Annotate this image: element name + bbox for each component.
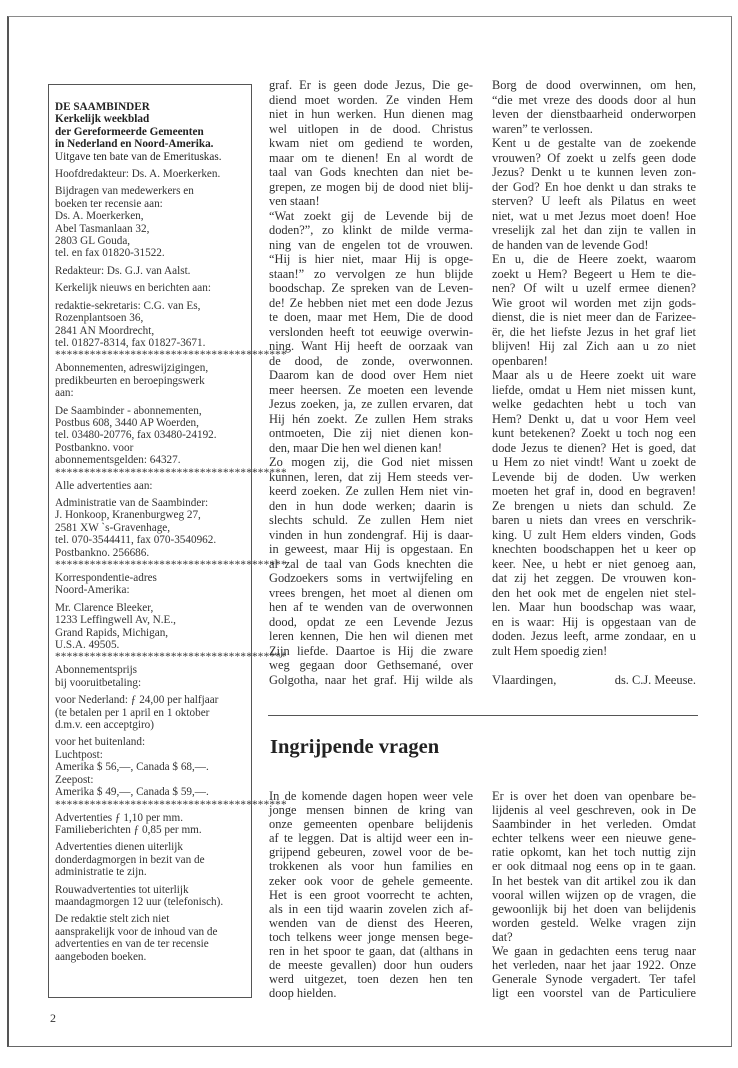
text-line: moeten het graf in, dood en begraven! [492,484,696,498]
text-line: blijven! Hij zal Zich aan u zo niet [492,339,696,353]
text-line: Daarom kan de dood over Hem niet [269,368,473,382]
colophon-line: De Saambinder - abonnementen, [55,404,202,417]
article2-column-middle [269,789,473,1000]
text-line: er ook ditmaal nog eens op in te gaan. [492,859,696,874]
text-line: trokkenen als voor hun families en [269,859,473,874]
text-line: lijdenis al veel geschreven, ook in De [492,803,696,818]
colophon-line: maandagmorgen 12 uur (telefonisch). [55,895,224,908]
text-line: Maar als u de Heere zoekt uit ware [492,368,696,382]
colophon-block [55,841,251,878]
signature-author: ds. C.J. Meeuse. [614,672,696,687]
colophon-line: Amerika $ 49,—, Canada $ 59,—. [55,786,209,799]
colophon-line: tel. en fax 01820-31522. [55,247,165,260]
text-line: wel uitlopen in de dood. Christus [269,121,473,136]
text-line: dat? [492,929,513,944]
separator-stars: **************************************** [55,798,287,811]
colophon-line: advertenties en van de ter recensie [55,938,209,951]
colophon-block [55,480,251,492]
text-line: waren” te verlossen. [492,121,593,136]
text-line: Er is over het doen van openbare be- [492,789,696,803]
text-line: ontmoeten, Die zij niet dienen kon- [269,426,473,440]
text-line: keerd zoeken. Ze zullen Hem niet vin- [269,484,473,498]
text-line: ligt een voorstel van de Particuliere [492,986,696,1001]
article1-column-middle [269,78,473,687]
text-line: verslonden heeft tot eeuwige overwin- [269,324,473,339]
colophon-line: Abonnementsprijs [55,664,138,677]
text-line: de meeste gevallen) door hun ouders [269,958,473,973]
text-line: king. U zult Hem elders vinden, Gods [492,527,696,542]
paragraph [269,78,473,209]
text-line: boodschap. Ze spreken van de Leven- [269,281,473,295]
text-line: te doen, maar met Hem, Die de dood [269,310,473,324]
colophon-line: Rouwadvertenties tot uiterlijk [55,883,189,896]
text-line: ning van de engelen tot de vrouwen. [269,237,473,252]
text-line: den het ook met de engelen niet stel- [492,585,696,600]
paragraph [492,368,696,658]
text-line: “Hij is hier niet, maar Hij is opge- [269,252,473,266]
colophon-line: 2581 XW `s-Gravenhage, [55,521,171,534]
colophon-line: Zeepost: [55,773,94,786]
text-line: en is waar: Hij is opgestaan van de [492,614,696,629]
colophon-block [55,101,251,163]
colophon-line: tel. 01827-8314, fax 01827-3671. [55,336,206,349]
colophon-line: J. Honkoop, Kranenburgweg 27, [55,509,201,522]
text-line: u Hem zo niet vindt! Want u zoekt de [492,455,696,469]
text-line: echter telkens weer een nieuwe gene- [492,831,696,846]
colophon-block [55,168,251,180]
text-line: Het is een groot voorrecht te achten, [269,887,473,902]
text-line: kunt betekenen? Zoekt u toch nog een [492,426,696,440]
text-line: Borg de dood overwinnen, om hen, [492,78,696,92]
article-title: Ingrijpende vragen [270,736,440,758]
colophon-line: tel. 03480-20776, fax 03480-24192. [55,429,217,442]
text-line: dienst, die is niet meer dan de Farizee- [492,310,696,324]
text-line: in geweest, maar Hij is opgestaan. En [269,542,473,556]
colophon-block [55,812,251,837]
text-line: graf. Er is geen dode Jezus, Die ge- [269,78,473,92]
text-line: wenden van de dienst des Heeren, [269,915,473,930]
text-line: zeker ook voor de gehele gemeente. [269,873,473,888]
colophon-line: donderdagmorgen in bezit van de [55,853,205,866]
text-line: sterven? U leeft als Pilatus en weet [492,194,696,208]
text-line: Saambinder in het verleden. Omdat [492,817,696,832]
text-line: doop hielden. [269,986,337,1001]
colophon-line: DE SAAMBINDER [55,101,150,113]
text-line: de dood, de zonde, overwonnen. [269,353,473,368]
text-line: vrouwen? Of zoekt u zelfs geen dode [492,150,696,165]
colophon-line: Advertenties ƒ 1,10 per mm. [55,811,184,824]
colophon-line: Administratie van de Saambinder: [55,496,209,509]
text-line: nen? Of wilt u uzelf ermee dienen? [492,281,696,295]
colophon-block [55,736,251,798]
colophon-block [55,185,251,259]
text-line: vreselijk zal het dan zijn te vallen in [492,223,696,237]
colophon-line: administratie te zijn. [55,866,147,879]
text-line: hen af te wenden van de overwonnen [269,600,473,614]
colophon-line: 2803 GL Gouda, [55,235,131,248]
text-line: grijpend gebeuren, zowel voor de be- [269,845,473,860]
colophon-line: Familieberichten ƒ 0,85 per mm. [55,823,202,836]
text-line: niet, wat u met Jezus moet doen! Hoe [492,208,696,223]
text-line: dat zij het zeggen. De vrouwen kon- [492,571,696,585]
text-line: vrees brengen, het moet al dienen om [269,585,473,600]
colophon-line: voor Nederland: ƒ 24,00 per halfjaar [55,694,219,707]
colophon-line: bij vooruitbetaling: [55,676,142,689]
article-divider [268,715,698,716]
colophon-box [48,84,287,998]
text-line: de! Ze hebben niet met een dode Jezus [269,295,473,310]
colophon-line: voor het buitenland: [55,736,146,749]
text-line: dode Jezus te dienen? Het is goed, dat [492,440,696,455]
text-line: taal van Gods knechten dan niet be- [269,165,473,179]
text-line: der God? En hoe denkt u dan straks te [492,179,696,194]
colophon-block [55,694,251,731]
text-line: jonge mensen binnen de kring van [269,803,473,818]
colophon-line: 1233 Leffingwell Av, N.E., [55,614,176,627]
colophon-line: Mr. Clarence Bleeker, [55,601,154,614]
colophon-line: redaktie-sekretaris: C.G. van Es, [55,299,201,312]
colophon-line: Redakteur: Ds. G.J. van Aalst. [55,264,191,277]
colophon-block [55,602,251,652]
text-line: kwam niet om gediend te worden, [269,136,473,150]
text-line: ër, die het liefste Jezus in het graf liet [492,324,696,339]
text-line: In het bestek van dit artikel zou ik dan [492,873,696,888]
text-line: de handen van de levende God! [492,237,649,252]
colophon-line: aansprakelijk voor de inhoud van de [55,925,218,938]
colophon-line: Grand Rapids, Michigan, [55,626,169,639]
colophon-line: d.m.v. een acceptgiro) [55,719,154,732]
colophon-line: U.S.A. 49505. [55,639,120,652]
colophon-line: Rozenplantsoen 36, [55,312,144,325]
colophon-line: Postbus 608, 3440 AP Woerden, [55,416,199,429]
colophon-line: (te betalen per 1 april en 1 oktober [55,706,210,719]
colophon-line: Kerkelijk weekblad [55,113,150,126]
text-line: ratie opkomt, kan het toch nuttig zijn [492,845,696,860]
colophon-line: Amerika $ 56,—, Canada $ 68,—. [55,761,209,774]
colophon-line: Abonnementen, adreswijzigingen, [55,362,209,375]
colophon-line: der Gereformeerde Gemeenten [55,125,204,138]
colophon-line: tel. 070-3544411, fax 070-3540962. [55,534,217,547]
text-line: af te leggen. Dat is altijd weer een in- [269,831,473,846]
text-line: Zo mogen zij, die God niet missen [269,455,473,469]
colophon-line: abonnementsgelden: 64327. [55,454,181,467]
paragraph [492,944,696,1000]
text-line: len. Maar hun boodschap was waar, [492,600,696,614]
text-line: Levende bij de doden. Uw werken [492,469,696,484]
text-line: Jezus? Denkt u te kunnen leven zon- [492,165,696,179]
paragraph [269,209,473,456]
text-line: weg gegaan door Gethsemané, over [269,658,473,672]
article2-column-right [492,789,696,1000]
text-line: den, maar Die hen wel dienen kan! [269,440,443,455]
colophon-block [55,282,251,294]
text-line: kunnen, leren, dat zij Hem steeds ver- [269,469,473,484]
paragraph [492,136,696,252]
colophon-block [55,362,251,399]
separator-stars: **************************************** [55,651,287,664]
text-line: Ze brengen u niets dan schuld. Ze [492,498,696,513]
text-line: Godzoekers soms in vertwijfeling en [269,571,473,585]
text-line: staan!” zo vervolgen ze hun blijde [269,266,473,281]
colophon-line: Alle advertenties aan: [55,479,153,492]
paragraph [269,789,473,1000]
page-number: 2 [50,1011,56,1025]
paragraph [492,789,696,944]
colophon-block [55,884,251,909]
text-line: ning. Want Hij heeft de oorzaak van [269,339,473,353]
text-line: doden?”, zo klinkt de milde verma- [269,223,473,237]
text-line: zult Hem spoedig zien! [492,643,608,658]
colophon-line: Noord-Amerika: [55,584,130,597]
colophon-line: 2841 AN Moordrecht, [55,324,155,337]
text-line: als in een tijd waarin zovelen zich af- [269,901,473,916]
colophon-block [55,664,251,689]
colophon-line: aangeboden boeken. [55,950,147,963]
colophon-line: Hoofdredakteur: Ds. A. Moerkerken. [55,168,221,181]
text-line: den in hun dode werken; daarin is [269,498,473,513]
signature-place: Vlaardingen, [492,672,557,687]
text-line: diend moet worden. Ze vinden Hem [269,92,473,107]
separator-stars: **************************************** [55,466,287,479]
text-line: worden gesteld. Welke vragen zijn [492,915,696,930]
text-line: Hem? Denkt u, dat u voor Hem veel [492,411,696,426]
text-line: En u, die de Heere zoekt, waarom [492,252,696,266]
separator-stars: **************************************** [55,349,287,362]
colophon-line: Luchtpost: [55,748,103,761]
text-line: werd uitgezet, toen dezen hen ten [269,972,473,987]
text-line: Golgotha, naar het graf. Hij wilde als [269,672,473,687]
colophon-block [55,497,251,559]
colophon-line: Advertenties dienen uiterlijk [55,841,183,854]
text-line: baren u niets dan vrees en verschrik- [492,513,696,527]
text-line: onze gemeenten openbare belijdenis [269,817,473,832]
colophon-block [55,265,251,277]
colophon-line: Korrespondentie-adres [55,572,157,584]
colophon-line: Kerkelijk nieuws en berichten aan: [55,282,211,295]
text-line: toch telkens weer jonge mensen bege- [269,929,473,944]
text-line: knechten boodschappen het u keer op [492,542,696,556]
article1-column-right [492,78,696,687]
colophon-block [55,913,251,963]
text-line: Wie groot wil worden met zijn gods- [492,295,696,310]
text-line: In de komende dagen hopen weer vele [269,789,473,803]
colophon-line: Postbankno. voor [55,441,134,454]
colophon-block [55,405,251,467]
colophon-line: Bijdragen van medewerkers en [55,185,194,198]
text-line: We gaan in gedachten eens terug naar [492,944,696,959]
colophon-line: Ds. A. Moerkerken, [55,210,144,223]
text-line: “Wat zoekt gij de Levende bij de [269,208,473,223]
text-line: dood, opdat ze een Levende Jezus [269,614,473,629]
text-line: niet in hun werken. Hun dienen mag [269,107,473,121]
text-line: Jezus zoeken, ja, ze zullen ervaren, dat [269,397,473,411]
text-line: slechts schuld. Ze zullen Hem niet [269,513,473,527]
colophon-line: boeken ter recensie aan: [55,197,163,210]
text-line: meer heersen. Ze moeten een levende [269,382,473,397]
colophon-line: Postbankno. 256686. [55,546,150,559]
text-line: vinden in hun zondengraf. Hij is daar- [269,527,473,542]
text-line: gewoonlijk bij het doen van belijdenis [492,901,696,916]
colophon-block [55,572,251,597]
separator-stars: **************************************** [55,559,287,571]
colophon-line: aan: [55,387,74,400]
text-line: vooral willen wijzen op de vragen, die [492,887,696,902]
paragraph [269,455,473,687]
colophon-line: predikbeurten en beroepingswerk [55,374,205,387]
text-line: leren kennen, Die hen wil dienen met [269,629,473,643]
text-line: keer. Nee, u hebt er niet genoeg aan, [492,556,696,571]
text-line: grepen, ze mogen bij de dood niet blij- [269,179,473,194]
text-line: Kent u de gestalte van de zoekende [492,136,696,150]
article-signature [492,673,696,688]
colophon-block [55,300,251,350]
text-line: Zijn liefde. Daartoe is Hij die zware [269,643,473,658]
text-line: Hij hén zoekt. Ze zullen Hem straks [269,411,473,426]
colophon-line: in Nederland en Noord-Amerika. [55,138,214,151]
text-line: zoekt u Hem? Begeert u Hem te die- [492,266,696,281]
text-line: Generale Synode vergadert. Ter tafel [492,972,696,987]
text-line: ren in het spoor te gaan, dat (althans in [269,944,473,959]
text-line: ven staan! [269,194,320,208]
text-line: al zal de taal van Gods knechten die [269,556,473,571]
paragraph [492,78,696,136]
colophon-line: Uitgave ten bate van de Emerituskas. [55,150,222,163]
text-line: leven der dienstbaarheid onderworpen [492,107,696,121]
paragraph [492,252,696,368]
text-line: welke gedachten hebt u toch van [492,397,696,411]
text-line: “die met vreze des doods door al hun [492,92,696,107]
text-line: maar om te dienen! En al wordt de [269,150,473,165]
colophon-line: De redaktie stelt zich niet [55,913,170,926]
colophon-line: Abel Tasmanlaan 32, [55,222,150,235]
text-line: openbaren! [492,353,548,368]
text-line: het verleden, naar het jaar 1922. Onze [492,958,696,973]
text-line: doden. Jezus leeft, arme zondaar, en u [492,629,696,643]
text-line: liefde, omdat u Hem niet missen kunt, [492,382,696,397]
